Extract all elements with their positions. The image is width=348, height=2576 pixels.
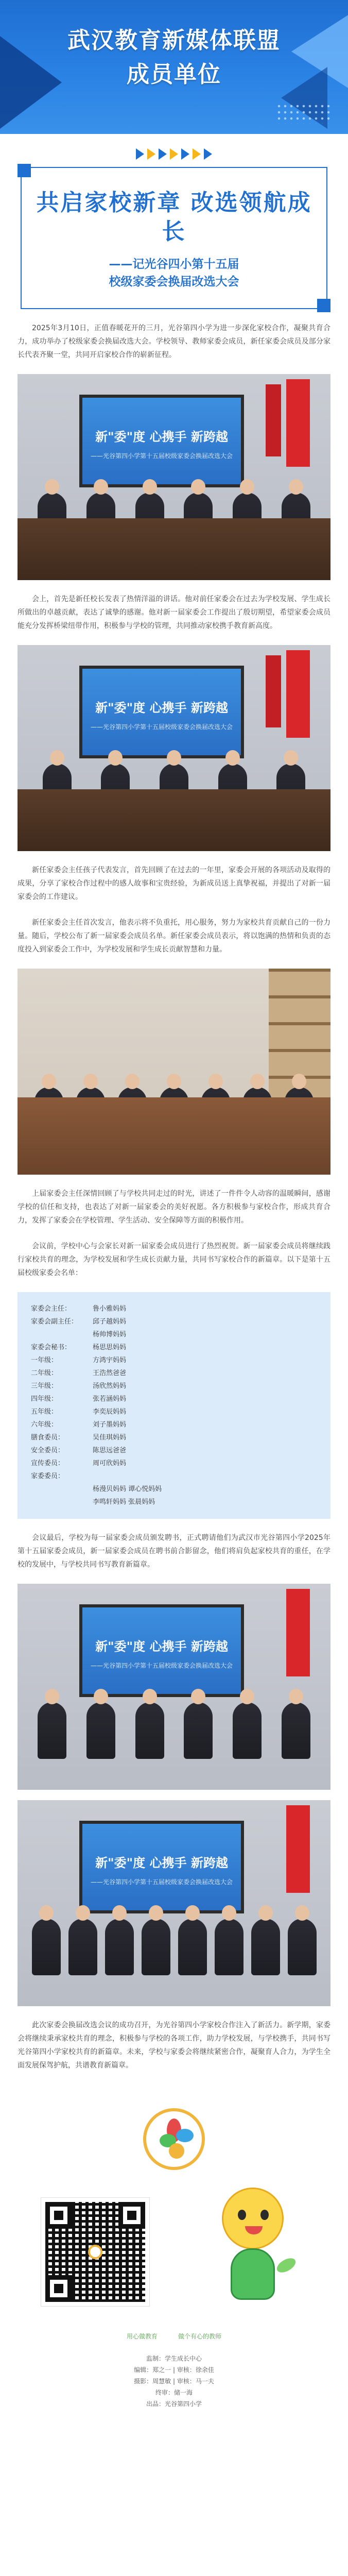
committee-member bbox=[93, 1470, 317, 1483]
committee-role: 四年级： bbox=[31, 1395, 58, 1403]
committee-role: 一年级： bbox=[31, 1357, 58, 1364]
paragraph: 会议前，学校中心与会家长对新一届家委会成员进行了热烈祝贺。新一届家委会成员将继续践行家校共育的理念，为学校发展和学生成长贡献力量，共同书写家校合作的新篇章。以下是第十五届校级家委会名单： bbox=[18, 1242, 330, 1277]
projection-screen bbox=[79, 1821, 244, 1913]
projection-screen bbox=[79, 395, 244, 487]
credit-line: 出品：光谷第四小学 bbox=[146, 2400, 202, 2408]
meeting-photo bbox=[18, 969, 330, 1175]
committee-row bbox=[31, 1367, 317, 1380]
school-logo-icon bbox=[143, 2108, 205, 2170]
committee-member: 刘子墨妈妈 bbox=[93, 1421, 127, 1429]
committee-row bbox=[31, 1431, 317, 1444]
paragraph: 此次家委会换届改选会议的成功召开，为光谷第四小学家校合作注入了新活力。新学期，家委会将继续秉承家校共育的理念，积极参与学校的各项工作，助力学校发展，与学校携手，共同书写光谷第四小学家校共育的新篇章。未来，学校与家委会将继续紧密合作，凝聚育人合力，为学生全面发展保驾护航，共谱教育新篇章。 bbox=[18, 2021, 330, 2070]
committee-row bbox=[31, 1302, 317, 1315]
committee-member: 鲁小雅妈妈 bbox=[93, 1305, 127, 1313]
committee-list bbox=[18, 1292, 330, 1519]
qr-code-icon[interactable] bbox=[41, 2198, 149, 2306]
footer bbox=[0, 2088, 348, 2427]
screen-subtitle: ——光谷第四小学第十五届校级家委会换届改选大会 bbox=[90, 1662, 233, 1669]
paragraph: 2025年3月10日，正值春暖花开的三月，光谷第四小学为进一步深化家校合作，凝聚共育合力，成功举办了校级家委会换届改选大会。学校领导、教师家委会成员，新任家委会成员及部分家长代表齐聚一堂，共同开启家校合作的崭新征程。 bbox=[18, 324, 330, 359]
committee-row bbox=[31, 1483, 317, 1496]
credit-line: 监制：学生成长中心 bbox=[146, 2355, 202, 2362]
committee-role: 五年级： bbox=[31, 1408, 58, 1416]
committee-member: 方鸿宇妈妈 bbox=[93, 1357, 127, 1364]
committee-member: 邱子越妈妈 bbox=[93, 1318, 127, 1326]
screen-slogan: 新"委"度 心携手 新跨越 bbox=[95, 701, 228, 715]
committee-row bbox=[31, 1315, 317, 1328]
mascot-icon bbox=[199, 2188, 307, 2316]
paragraph: 会上，首先是新任校长发表了热情洋溢的讲话。他对前任家委会在过去为学校发展、学生成长所做出的卓越贡献，表达了诚挚的感谢。他对新一届家委会工作提出了殷切期望，希望家委会成员能充分发挥桥梁纽带作用，积极参与学校的管理，共同推动家校携手教育新高度。 bbox=[18, 595, 330, 630]
article-title: 共启家校新章 改选领航成长 bbox=[36, 190, 312, 245]
screen-slogan: 新"委"度 心携手 新跨越 bbox=[95, 1856, 228, 1870]
committee-role: 家委委员： bbox=[31, 1472, 65, 1480]
meeting-photo bbox=[18, 645, 330, 851]
screen-subtitle: ——光谷第四小学第十五届校级家委会换届改选大会 bbox=[90, 723, 233, 731]
paragraph: 上届家委会主任深情回顾了与学校共同走过的时光，讲述了一件件令人动容的温暖瞬间，感谢学校的信任和支持，也表达了对新一届家委会的美好祝愿。各方积极参与家校合作，形成共育合力，发挥了家委会在学校管理、学生活动、安全保障等方面的积极作用。 bbox=[18, 1190, 330, 1225]
arrow-divider bbox=[0, 134, 348, 167]
committee-member: 李鸣轩妈妈 张晨妈妈 bbox=[93, 1498, 155, 1506]
committee-member: 汤欣然妈妈 bbox=[93, 1382, 127, 1390]
committee-row bbox=[31, 1354, 317, 1367]
article-subtitle: ——记光谷四小第十五届 校级家委会换届改选大会 bbox=[109, 258, 239, 289]
banner-subtitle: 成员单位 bbox=[127, 61, 221, 88]
banner-title: 武汉教育新媒体联盟 bbox=[67, 27, 281, 54]
committee-role: 六年级： bbox=[31, 1421, 58, 1429]
screen-subtitle: ——光谷第四小学第十五届校级家委会换届改选大会 bbox=[90, 452, 233, 460]
paragraph: 新任家委会主任孩子代表发言，首先回顾了在过去的一年里，家委会开展的各项活动及取得的成果，分享了家校合作过程中的感人故事和宝贵经验，为新成员送上真挚祝福，并提出了对新一届家委会的工作建议。 bbox=[18, 866, 330, 901]
committee-row bbox=[31, 1457, 317, 1470]
committee-row bbox=[31, 1405, 317, 1418]
committee-row bbox=[31, 1470, 317, 1483]
committee-role: 家委会副主任： bbox=[31, 1318, 78, 1326]
footer-motto-right: 做个有心的教师 bbox=[178, 2333, 222, 2340]
arrow-icon bbox=[159, 148, 167, 160]
header-banner bbox=[0, 0, 348, 134]
credit-line: 编辑：郑之一 | 审核：徐余佳 bbox=[134, 2366, 214, 2374]
committee-row bbox=[31, 1418, 317, 1431]
committee-row bbox=[31, 1341, 317, 1354]
committee-member: 王浩然爸爸 bbox=[93, 1369, 127, 1377]
committee-role bbox=[31, 1328, 93, 1341]
group-photo bbox=[18, 1584, 330, 1790]
arrow-icon bbox=[170, 148, 178, 160]
article-title-box bbox=[21, 167, 327, 309]
committee-member: 杨帅博妈妈 bbox=[93, 1331, 127, 1338]
screen-subtitle: ——光谷第四小学第十五届校级家委会换届改选大会 bbox=[90, 1878, 233, 1886]
screen-slogan: 新"委"度 心携手 新跨越 bbox=[95, 1639, 228, 1654]
committee-role: 三年级： bbox=[31, 1382, 58, 1390]
credits bbox=[0, 2341, 348, 2415]
arrow-icon bbox=[147, 148, 155, 160]
footer-motto-left: 用心做教育 bbox=[126, 2333, 158, 2340]
committee-row bbox=[31, 1444, 317, 1457]
committee-row bbox=[31, 1328, 317, 1341]
group-photo bbox=[18, 1800, 330, 2006]
screen-slogan: 新"委"度 心携手 新跨越 bbox=[95, 430, 228, 444]
projection-screen bbox=[79, 1604, 244, 1697]
arrow-icon bbox=[204, 148, 212, 160]
committee-member: 李奕辰妈妈 bbox=[93, 1408, 127, 1416]
paragraph: 会议最后，学校为每一届家委会成员颁发聘书，正式聘请他们为武汉市光谷第四小学2025年第十五届家委会成员，新一届家委会成员在聘书前合影留念，他们将肩负起家校共育的重任，在学校的发展中，与学校共同书写教育新篇章。 bbox=[18, 1534, 330, 1569]
committee-role bbox=[31, 1496, 93, 1509]
meeting-photo bbox=[18, 374, 330, 580]
committee-role: 家委会主任： bbox=[31, 1305, 72, 1313]
committee-role: 安全委员： bbox=[31, 1447, 65, 1454]
committee-member: 陈思远爸爸 bbox=[93, 1447, 127, 1454]
committee-role: 膳食委员： bbox=[31, 1434, 65, 1442]
projection-screen bbox=[79, 666, 244, 758]
committee-role: 二年级： bbox=[31, 1369, 58, 1377]
committee-member: 杨漫贝妈妈 谭心悦妈妈 bbox=[93, 1485, 162, 1493]
arrow-icon bbox=[181, 148, 189, 160]
committee-member: 杨思思妈妈 bbox=[93, 1344, 127, 1351]
committee-member: 吴佳琪妈妈 bbox=[93, 1434, 127, 1442]
committee-member: 周可欣妈妈 bbox=[93, 1460, 127, 1467]
committee-member: 张若涵妈妈 bbox=[93, 1395, 127, 1403]
committee-row bbox=[31, 1496, 317, 1509]
committee-role bbox=[31, 1483, 93, 1496]
arrow-icon bbox=[193, 148, 201, 160]
committee-role: 家委会秘书： bbox=[31, 1344, 72, 1351]
committee-row bbox=[31, 1380, 317, 1393]
decor-dots bbox=[276, 103, 333, 124]
credit-line: 终审：储一海 bbox=[155, 2389, 193, 2396]
committee-row bbox=[31, 1393, 317, 1405]
arrow-icon bbox=[136, 148, 144, 160]
credit-line: 摄影：周慧敏 | 审核：马一夫 bbox=[134, 2378, 214, 2385]
committee-role: 宣传委员： bbox=[31, 1460, 65, 1467]
paragraph: 新任家委会主任首次发言，他表示将不负重托，用心服务，努力为家校共育贡献自己的一份力量。随后，学校公布了新一届家委会成员名单。新任家委会成员表示，将以饱满的热情和负责的态度投入到家委会工作中，为学校发展和学生成长贡献智慧和力量。 bbox=[18, 919, 330, 954]
